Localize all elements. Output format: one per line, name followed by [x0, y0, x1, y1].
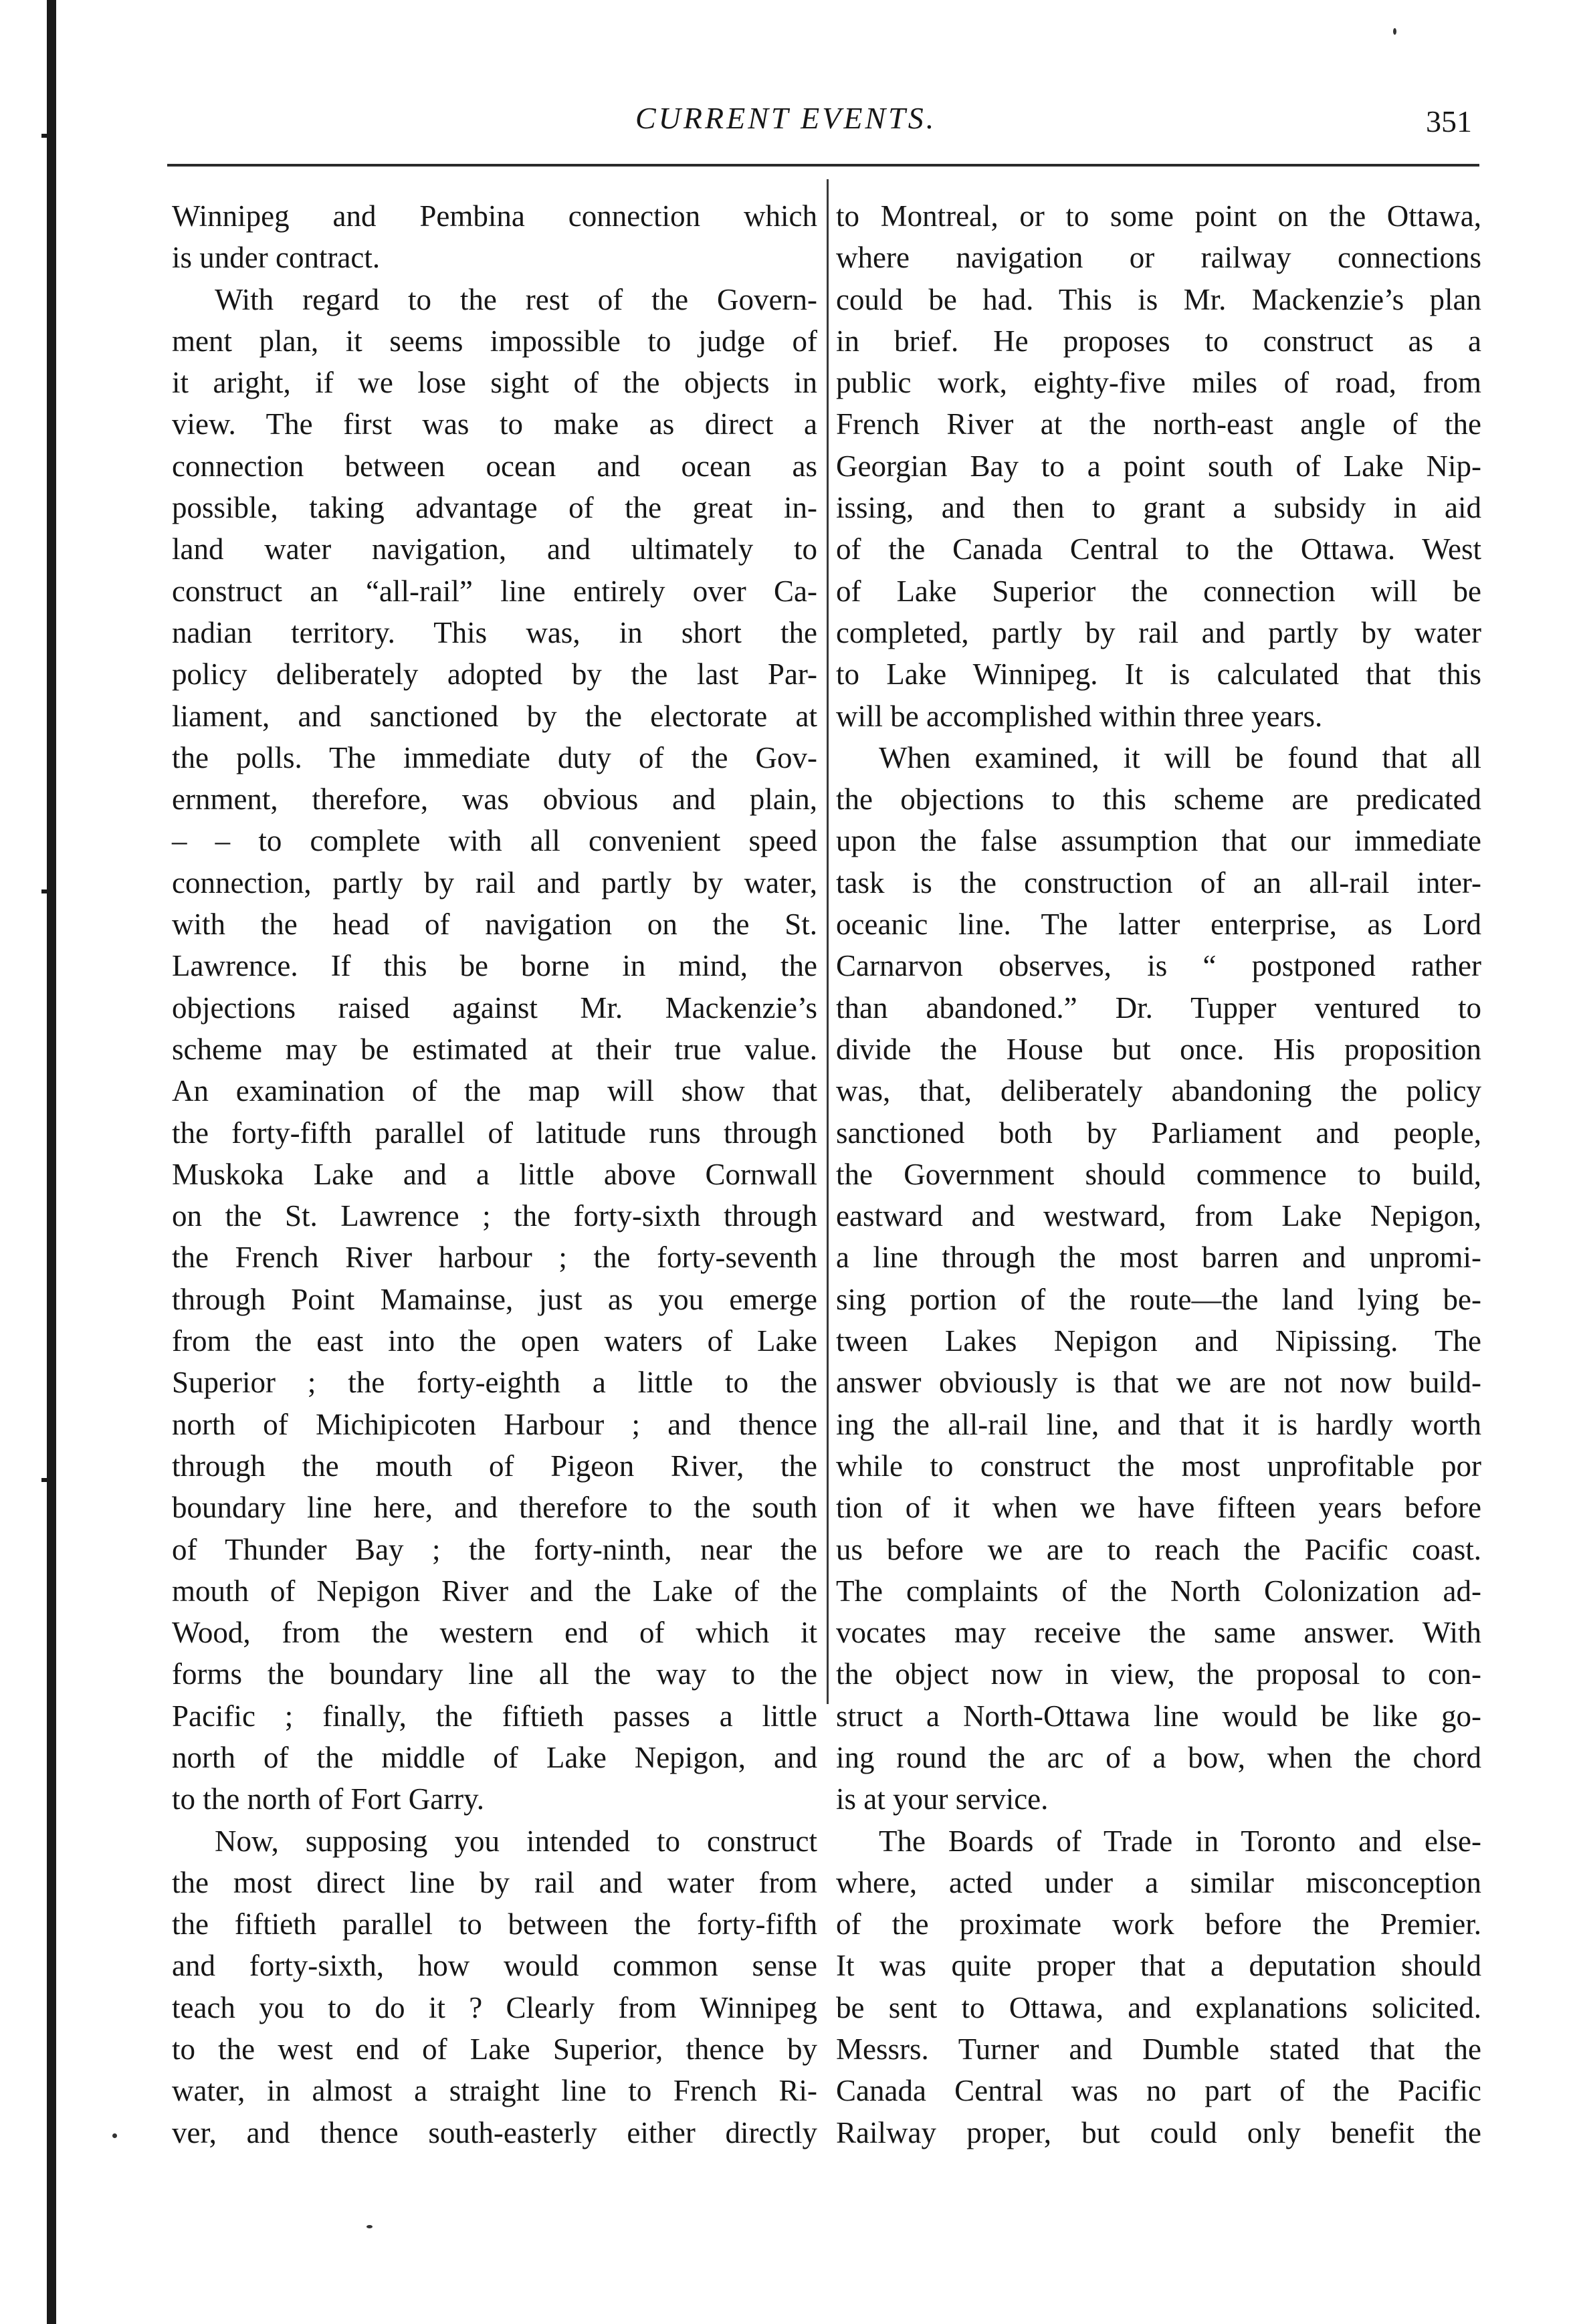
text-line: tion of it when we have fifteen years before	[836, 1491, 1481, 1525]
text-line: north of Michipicoten Harbour ; and thence	[172, 1407, 817, 1441]
text-line: to the west end of Lake Superior, thence by	[172, 2032, 817, 2067]
text-line: Lawrence. If this be borne in mind, the	[172, 949, 817, 983]
text-line: Now, supposing you intended to construct	[215, 1824, 817, 1858]
text-line: liament, and sanctioned by the electorate at	[172, 699, 817, 733]
text-line: to the north of Fort Garry.	[172, 1782, 484, 1816]
text-line: When examined, it will be found that all	[879, 740, 1481, 774]
text-line: is at your service.	[836, 1782, 1049, 1816]
text-line: the French River harbour ; the forty-seventh	[172, 1241, 817, 1275]
text-line: be sent to Ottawa, and explanations solicited.	[836, 1990, 1481, 2024]
text-line: ver, and thence south-easterly either directly	[172, 2115, 817, 2149]
text-line: through Point Mamainse, just as you emerge	[172, 1282, 817, 1316]
text-line: than abandoned.” Dr. Tupper ventured to	[836, 990, 1481, 1025]
text-line: in brief. He proposes to construct as a	[836, 324, 1481, 358]
text-line: With regard to the rest of the Govern-	[215, 282, 817, 316]
text-line: issing, and then to grant a subsidy in aid	[836, 491, 1481, 525]
text-line: oceanic line. The latter enterprise, as Lord	[836, 908, 1481, 942]
text-line: of the Canada Central to the Ottawa. West	[836, 532, 1481, 566]
text-line: mouth of Nepigon River and the Lake of the	[172, 1574, 817, 1608]
text-line: and forty-sixth, how would common sense	[172, 1949, 817, 1983]
text-line: forms the boundary line all the way to the	[172, 1657, 817, 1691]
text-line: Wood, from the western end of which it	[172, 1616, 817, 1650]
text-line: water, in almost a straight line to French Ri-	[172, 2074, 817, 2108]
text-line: of Thunder Bay ; the forty-ninth, near the	[172, 1532, 817, 1566]
text-line: to Montreal, or to some point on the Ottawa,	[836, 199, 1481, 233]
text-line: Muskoka Lake and a little above Cornwall	[172, 1157, 817, 1191]
text-line: the objections to this scheme are predicated	[836, 782, 1481, 817]
text-line: north of the middle of Lake Nepigon, and	[172, 1740, 817, 1774]
text-line: the object now in view, the proposal to con-	[836, 1657, 1481, 1691]
text-line: sanctioned both by Parliament and people,	[836, 1116, 1481, 1150]
text-line: from the east into the open waters of Lake	[172, 1324, 817, 1358]
text-line: Canada Central was no part of the Pacific	[836, 2074, 1481, 2108]
text-line: Messrs. Turner and Dumble stated that the	[836, 2032, 1481, 2067]
running-head: CURRENT EVENTS.	[635, 101, 937, 135]
text-line: the forty-fifth parallel of latitude runs through	[172, 1116, 817, 1150]
text-line: the polls. The immediate duty of the Gov-	[172, 740, 817, 774]
text-line: ing the all-rail line, and that it is hardly worth	[836, 1407, 1481, 1441]
text-line: – – to complete with all convenient speed	[172, 824, 817, 858]
text-line: is under contract.	[172, 241, 381, 275]
text-line: ernment, therefore, was obvious and plain,	[172, 782, 817, 817]
text-line: Georgian Bay to a point south of Lake Nip-	[836, 449, 1481, 483]
text-line: It was quite proper that a deputation should	[836, 1949, 1481, 1983]
text-line: Winnipeg and Pembina connection which	[172, 199, 817, 233]
text-line: of Lake Superior the connection will be	[836, 574, 1481, 608]
text-line: upon the false assumption that our immediate	[836, 824, 1481, 858]
text-line: connection, partly by rail and partly by water,	[172, 865, 817, 900]
text-line: could be had. This is Mr. Mackenzie’s plan	[836, 282, 1481, 316]
text-line: tween Lakes Nepigon and Nipissing. The	[836, 1324, 1481, 1358]
text-line: vocates may receive the same answer. With	[836, 1616, 1481, 1650]
binding-mark	[41, 1478, 48, 1482]
print-speck	[1393, 28, 1396, 35]
text-line: Carnarvon observes, is “ postponed rather	[836, 949, 1481, 983]
text-line: us before we are to reach the Pacific coast.	[836, 1532, 1481, 1566]
text-line: on the St. Lawrence ; the forty-sixth through	[172, 1199, 817, 1233]
text-line: view. The first was to make as direct a	[172, 407, 817, 441]
text-line: the most direct line by rail and water from	[172, 1865, 817, 1899]
binding-edge	[47, 0, 56, 2324]
text-line: Pacific ; finally, the fiftieth passes a little	[172, 1699, 817, 1733]
text-line: where, acted under a similar misconception	[836, 1865, 1481, 1899]
text-line: nadian territory. This was, in short the	[172, 615, 817, 649]
print-speck	[112, 2133, 117, 2138]
text-line: policy deliberately adopted by the last Par-	[172, 657, 817, 692]
text-line: completed, partly by rail and partly by water	[836, 615, 1481, 649]
text-line: Superior ; the forty-eighth a little to the	[172, 1366, 817, 1400]
text-line: where navigation or railway connections	[836, 241, 1481, 275]
text-line: connection between ocean and ocean as	[172, 449, 817, 483]
page-number: 351	[1426, 104, 1472, 138]
text-line: scheme may be estimated at their true value.	[172, 1032, 817, 1066]
text-line: Railway proper, but could only benefit the	[836, 2115, 1481, 2149]
text-line: struct a North-Ottawa line would be like go-	[836, 1699, 1481, 1733]
text-line: with the head of navigation on the St.	[172, 908, 817, 942]
text-line: a line through the most barren and unpromi-	[836, 1241, 1481, 1275]
text-line: answer obviously is that we are not now build-	[836, 1366, 1481, 1400]
text-line: boundary line here, and therefore to the south	[172, 1491, 817, 1525]
column-rule	[827, 179, 829, 1704]
text-line: French River at the north-east angle of the	[836, 407, 1481, 441]
right-column	[836, 195, 1481, 2153]
text-line: to Lake Winnipeg. It is calculated that this	[836, 657, 1481, 692]
text-line: through the mouth of Pigeon River, the	[172, 1449, 817, 1483]
text-line: The Boards of Trade in Toronto and else-	[879, 1824, 1481, 1858]
header-rule	[167, 164, 1479, 167]
binding-mark	[41, 889, 48, 893]
text-line: possible, taking advantage of the great in-	[172, 491, 817, 525]
binding-mark	[41, 134, 48, 138]
text-line: the fiftieth parallel to between the forty-fifth	[172, 1907, 817, 1941]
text-line: An examination of the map will show that	[172, 1074, 817, 1108]
text-line: sing portion of the route—the land lying be-	[836, 1282, 1481, 1316]
text-line: the Government should commence to build,	[836, 1157, 1481, 1191]
text-line: land water navigation, and ultimately to	[172, 532, 817, 566]
text-line: construct an “all-rail” line entirely over Ca-	[172, 574, 817, 608]
print-speck	[366, 2225, 373, 2228]
text-line: will be accomplished within three years.	[836, 699, 1323, 733]
text-line: while to construct the most unprofitable por	[836, 1449, 1481, 1483]
text-line: of the proximate work before the Premier.	[836, 1907, 1481, 1941]
text-line: objections raised against Mr. Mackenzie’s	[172, 990, 817, 1025]
text-line: eastward and westward, from Lake Nepigon,	[836, 1199, 1481, 1233]
text-line: divide the House but once. His proposition	[836, 1032, 1481, 1066]
text-line: The complaints of the North Colonization ad-	[836, 1574, 1481, 1608]
text-line: it aright, if we lose sight of the objects in	[172, 366, 817, 400]
text-line: public work, eighty-five miles of road, from	[836, 366, 1481, 400]
left-column	[172, 195, 817, 2153]
text-line: ment plan, it seems impossible to judge of	[172, 324, 817, 358]
text-line: teach you to do it ? Clearly from Winnipeg	[172, 1990, 817, 2024]
text-line: ing round the arc of a bow, when the chord	[836, 1740, 1481, 1774]
text-line: was, that, deliberately abandoning the policy	[836, 1074, 1481, 1108]
text-line: task is the construction of an all-rail inter-	[836, 865, 1481, 900]
